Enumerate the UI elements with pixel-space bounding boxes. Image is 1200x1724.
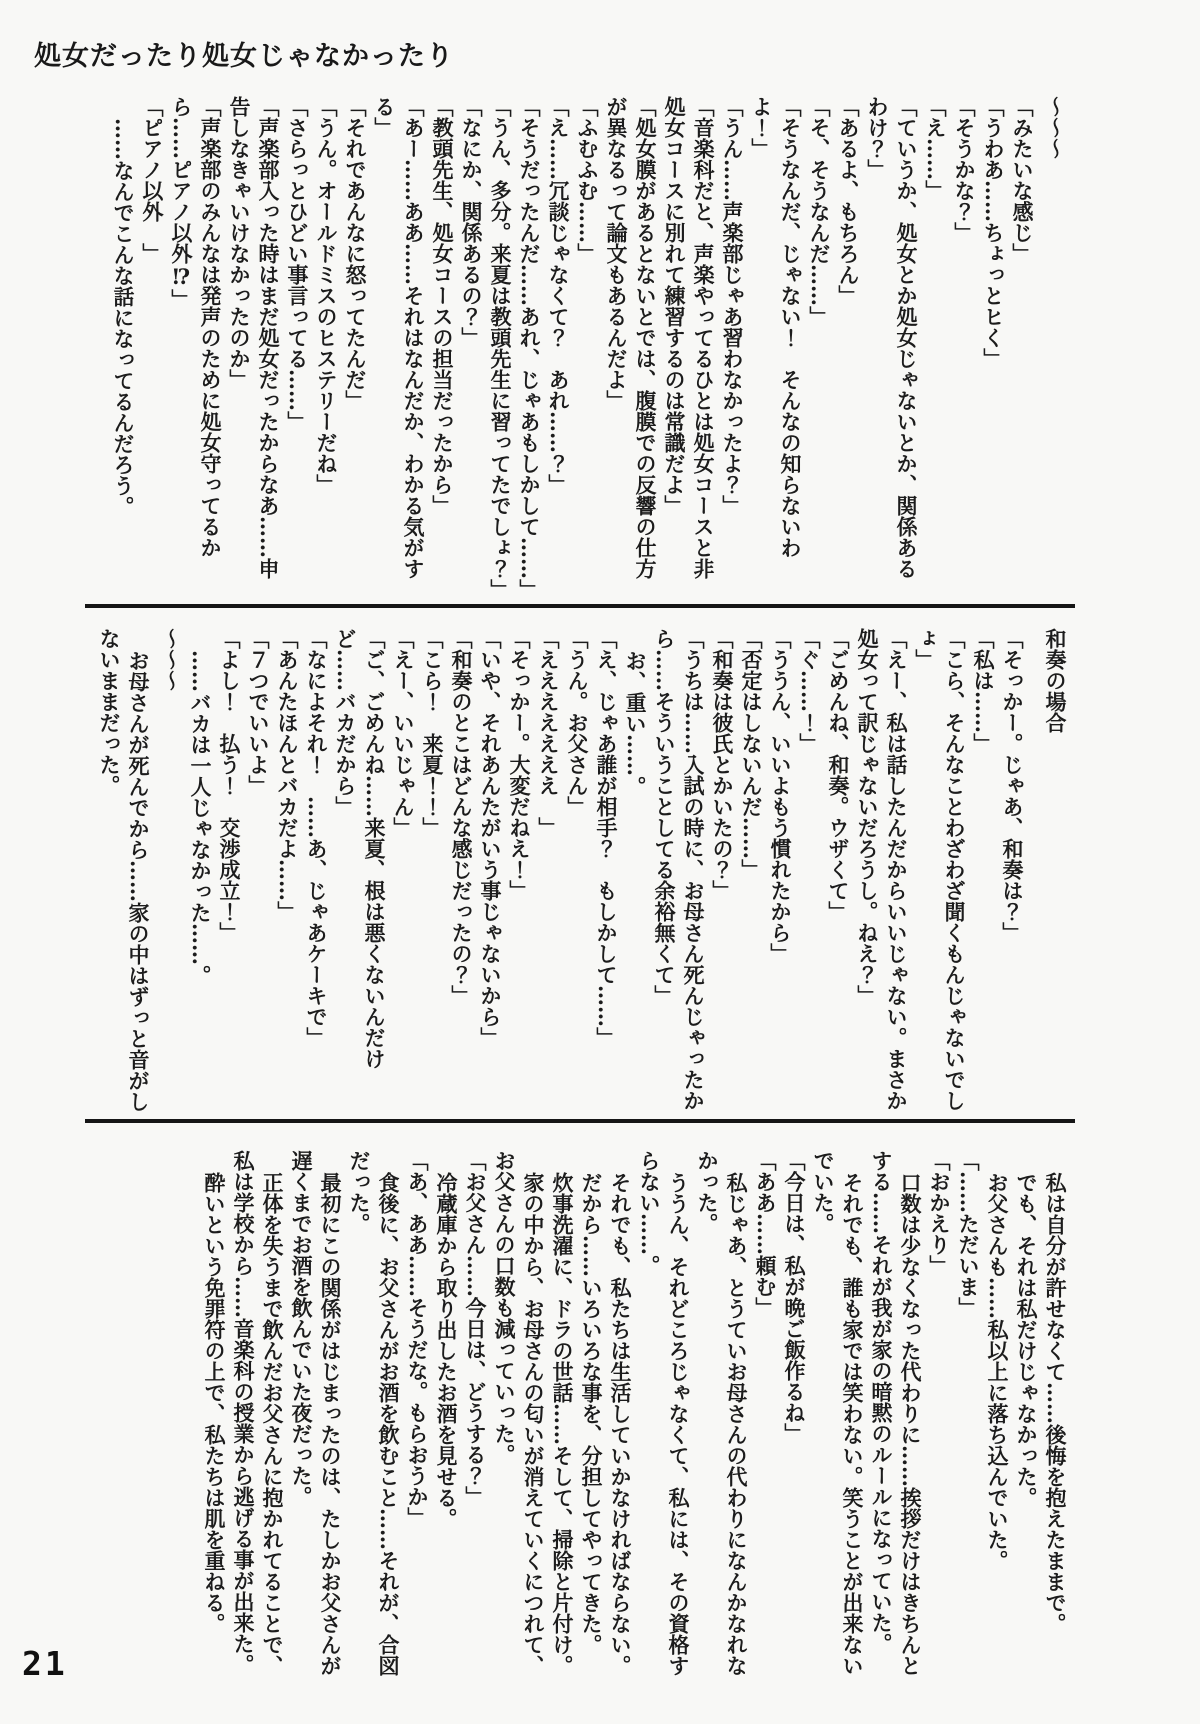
page-number: 21 <box>22 1644 68 1683</box>
text-line: 「今日は、私が晩ご飯作るね」 <box>782 1150 807 1444</box>
page-title: 処女だったり処女じゃなかったり <box>34 41 454 72</box>
text-line: 「お父さん……今日は、どうする？」 <box>463 1150 488 1507</box>
text-line: 「否定はしないんだ……」 <box>739 628 764 880</box>
text-line: 「……ただいま」 <box>956 1150 981 1318</box>
text-line: 口数は少なくなった代わりに……挨拶だけはきちんとする……それが我が家の暗黙のルールになっていた。 <box>869 1150 923 1676</box>
text-section-middle <box>95 628 1070 1112</box>
text-line: 「和奏は彼氏とかいたの？」 <box>710 628 735 901</box>
text-section-top <box>109 96 1070 600</box>
text-line: ……バカは一人じゃなかった……。 <box>188 650 213 986</box>
text-line: 「こら！ 来夏！！」 <box>420 628 445 838</box>
text-section-bottom <box>200 1150 1070 1678</box>
text-line: 「教頭先生、処女コースの担当だったから」 <box>430 96 455 516</box>
text-line: 「あるよ、もちろん」 <box>836 96 861 306</box>
text-line: 「いや、それあんたがいう事じゃないから」 <box>478 628 503 1048</box>
text-line: ……なんでこんな話になってるんだろう。 <box>111 118 136 517</box>
text-line: 「え……」 <box>923 96 948 201</box>
text-line: でも、それは私だけじゃなかった。 <box>1014 1172 1039 1508</box>
text-line: 私は自分が許せなくて……後悔を抱えたままで。 <box>1043 1172 1068 1634</box>
section-heading: 和奏の場合 <box>1043 628 1068 733</box>
text-line: 「ぐ……！」 <box>797 628 822 754</box>
text-line: 「さらっとひどい事言ってる……」 <box>285 96 310 432</box>
text-line: 冷蔵庫から取り出したお酒を見せる。 <box>434 1172 459 1529</box>
text-line: お母さんが死んでから……家の中はずっと音がしないままだった。 <box>97 628 151 1112</box>
scene-break-marker: 〜〜〜 <box>159 628 184 691</box>
text-line: 家の中から、お母さんの匂いが消えていくにつれて、お父さんの口数も減っていった。 <box>492 1150 546 1676</box>
text-line: 「うん……声楽部じゃあ習わなかったよ？」 <box>720 96 745 516</box>
text-line: 「それであんなに怒ってたんだ」 <box>343 96 368 411</box>
text-line: 「ていうか、処女とか処女じゃないとか、関係あるわけ？」 <box>865 96 919 579</box>
text-line: それでも、誰も家では笑わない。笑うことが出来ないでいた。 <box>811 1150 865 1676</box>
text-line: 「あ、ああ……そうだな。もらおうか」 <box>405 1150 430 1528</box>
text-line: 正体を失うまで飲んだお父さんに抱かれてることで、私は学校から……音楽科の授業から逃げる事が出来た。 <box>231 1150 285 1676</box>
text-line: 「なによそれ！ ……あ、じゃあケーキで」 <box>304 628 329 1048</box>
text-line: 「声楽部のみんなは発声のために処女守ってるから……ピアノ以外⁉」 <box>169 96 223 558</box>
text-line: 「え、じゃあ誰が相手？ もしかして……」 <box>594 628 619 1048</box>
text-line: 「私は……」 <box>971 628 996 754</box>
text-line: 「ふむふむ……」 <box>575 96 600 264</box>
text-line: 私じゃあ、とうていお母さんの代わりになんかなれなかった。 <box>695 1150 749 1676</box>
scene-break-marker: 〜〜〜 <box>1043 96 1068 159</box>
text-line: それでも、私たちは生活していかなければならない。 <box>608 1172 633 1676</box>
text-line: お父さんも……私以上に落ち込んでいた。 <box>985 1172 1010 1571</box>
text-line: 「声楽部入った時はまだ処女だったからなあ……申告しなきゃいけなかったのか」 <box>227 96 281 579</box>
text-line: ううん、それどころじゃなくて、私には、その資格すらない……。 <box>637 1150 691 1676</box>
text-line: 炊事洗濯に、ドラの世話……そして、掃除と片付け。 <box>550 1172 575 1676</box>
text-line: 「ううん、いいよもう慣れたから」 <box>768 628 793 964</box>
text-line: お、重い……。 <box>623 650 648 797</box>
text-line: 「ご、ごめんね……来夏、根は悪くないんだけど……バカだから」 <box>333 628 387 1069</box>
text-line: 「あー……ああ……それはなんだか、わかる気がする」 <box>372 96 426 579</box>
text-line: 「え……冗談じゃなくて？ あれ……？」 <box>546 96 571 495</box>
text-line: 「よし！ 払う！ 交渉成立！」 <box>217 628 242 943</box>
text-line: 最初にこの関係がはじまったのは、たしかお父さんが遅くまでお酒を飲んでいた夜だった。 <box>289 1150 343 1676</box>
text-line: 「みたいな感じ」 <box>1010 96 1035 264</box>
text-line: 「うん。お父さん」 <box>565 628 590 817</box>
text-line: 「７つでいいよ」 <box>246 628 271 796</box>
text-line: 「えー、私は話したんだからいいじゃない。まさか処女って訳じゃないだろうし。ねえ？」 <box>855 628 909 1111</box>
text-line: 「そ、そうなんだ……」 <box>807 96 832 327</box>
text-line: 「なにか、関係あるの？」 <box>459 96 484 348</box>
section-divider-1 <box>85 604 1075 608</box>
text-line: 「ごめんね、和奏。ウザくて」 <box>826 628 851 922</box>
text-line: 酔いという免罪符の上で、私たちは肌を重ねる。 <box>202 1172 227 1634</box>
text-line: 「うん、多分。来夏は教頭先生に習ってたでしょ？」 <box>488 96 513 600</box>
text-line: 「こら、そんなことわざわざ聞くもんじゃないでしょ」 <box>913 628 967 1111</box>
text-line: 「うん。オールドミスのヒステリーだね」 <box>314 96 339 495</box>
text-line: 「そうなんだ、じゃない！ そんなの知らないわよ！」 <box>749 96 803 558</box>
text-line: 「ピアノ以外 」 <box>140 96 165 264</box>
text-line: 「うわあ……ちょっとヒく」 <box>981 96 1006 369</box>
text-line: 「えー、いいじゃん」 <box>391 628 416 838</box>
text-line: 「処女膜があるとないとでは、腹膜での反響の仕方が異なるって論文もあるんだよ」 <box>604 96 658 579</box>
text-line: 食後に、お父さんがお酒を飲むこと……それが、合図だった。 <box>347 1150 401 1676</box>
text-line: 「あんたほんとバカだよ……」 <box>275 628 300 922</box>
text-line: 「えええええええ 」 <box>536 628 561 838</box>
text-line: 「そうかな？」 <box>952 96 977 243</box>
text-line: 「おかえり」 <box>927 1150 952 1276</box>
text-line: 「ああ……頼む」 <box>753 1150 778 1318</box>
text-line: 「音楽科だと、声楽やってるひとは処女コースと非処女コースに別れて練習するのは常識だよ」 <box>662 96 716 579</box>
section-divider-2 <box>85 1119 1075 1123</box>
text-line: 「和奏のとこはどんな感じだったの？」 <box>449 628 474 1006</box>
text-line: 「うちは……入試の時に、お母さん死んじゃったから……そういうことしてる余裕無くて」 <box>652 628 706 1111</box>
text-line: だから……いろいろな事を、分担してやってきた。 <box>579 1172 604 1655</box>
text-line: 「そうだったんだ……あれ、じゃあもしかして……」 <box>517 96 542 600</box>
text-line: 「そっかー。大変だねえ！」 <box>507 628 532 901</box>
text-line: 「そっかー。じゃあ、和奏は？」 <box>1000 628 1025 943</box>
